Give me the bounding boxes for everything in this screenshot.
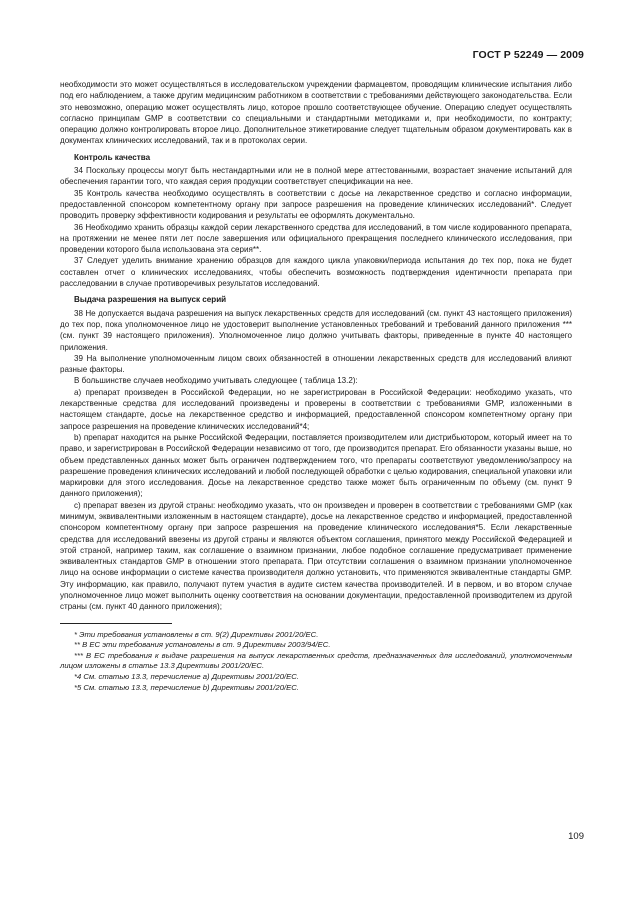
paragraph-continuation: необходимости это может осуществляться в исследовательском учреждении фармацевтом, проводящим клинические испытания либо под его наблюдением, а также другим медицинским работником в соответствии с требованиями действующего законодательства. Если это невозможно, операцию может осуществлять лицо, которое прошло соответствующее обучение. Операцию следует осуществлять согласно принципам GMP в соответствии со специальными и стандартными методиками и, при необходимости, по контракту; операцию должно контролировать второе лицо. Дополнительное этикетирование следует тщательным образом документировать как в документах клинических исследований, так и в протоколах серии. [60,80,572,146]
footnote-2: ** В ЕС эти требования установлены в ст. 9 Директивы 2003/94/ЕС. [74,640,331,650]
footnote-4: *4 См. статью 13.3, перечисление а) Директивы 2001/20/ЕС. [74,672,299,682]
standard-code-header: ГОСТ Р 52249 — 2009 [472,49,584,61]
footnote-1: * Эти требования установлены в ст. 9(2) Директивы 2001/20/ЕС. [74,629,319,639]
paragraph-39: 39 На выполнение уполномоченным лицом своих обязанностей в отношении лекарственных средств для исследований влияют разные факторы. [60,353,572,375]
paragraph-38: 38 Не допускается выдача разрешения на выпуск лекарственных средств для исследований (см. пункт 43 настоящего приложения) до тех пор, пока уполномоченное лицо не удостоверит выполнение установленных требований и требований данного приложения *** (см. пункт 39 настоящего приложения). Уполномоченное лицо должно учитывать факторы, приведенные в пункте 40 настоящего приложения. [60,308,572,352]
page-body [60,79,572,693]
page-number: 109 [568,831,584,842]
list-item-c: с) препарат ввезен из другой страны: необходимо указать, что он произведен и проверен в соответствии с требованиями GMP (как минимум, эквивалентными изложенным в настоящем стандарте), досье на лекарственное средство и информацией, предоставленной спонсором компетентному органу при запросе разрешения на проведение клинического исследования*5. Если лекарственные средства для исследований ввезены из другой страны и являются объектом соглашения, принятого между Российской Федерацией и этой страной, например таким, как соглашение о взаимном признании, любое подобное соглашение предусматривает применение эквивалентных стандартов GMP в отношении этого препарата. При отсутствии соглашения о взаимном признании уполномоченное лицо на основе информации о системе качества производителя должно установить, что применяются эквивалентные стандарты GMP. Эту информацию, как правило, получают путем участия в аудите систем качества производителей. И в первом, и во втором случае уполномоченное лицо может выполнить оценку соответствия на основании документации, предоставленной производителем из другой страны (см. пункт 40 данного приложения); [60,500,572,612]
footnote-3: *** В ЕС требования к выдаче разрешения на выпуск лекарственных средств, предназначенных для исследований, уполномоченным лицом изложены в статье 13.3 Директивы 2001/20/ЕС. [60,650,572,671]
section-heading-quality-control: Контроль качества [74,152,151,162]
paragraph-37: 37 Следует уделить внимание хранению образцов для каждого цикла упаковки/периода испытания до тех пор, пока не будет составлен отчет о клинических исследованиях, чтобы обеспечить возможность подтверждения идентичности препарата при расследовании в случае противоречивых результатов исследований. [60,256,572,289]
paragraph-35: 35 Контроль качества необходимо осуществлять в соответствии с досье на лекарственное средство и согласно информации, предоставленной спонсором компетентному органу при запросе разрешения на проведение клинических исследований*. Следует проводить проверку эффективности кодирования и результаты ее оформлять документально. [60,188,572,221]
footnote-divider [60,623,172,624]
section-heading-batch-release: Выдача разрешения на выпуск серий [74,295,227,305]
footnote-5: *5 См. статью 13.3, перечисление b) Директивы 2001/20/ЕС. [74,682,299,692]
paragraph-36: 36 Необходимо хранить образцы каждой серии лекарственного средства для исследований, в том числе кодированного препарата, на протяжении не менее пяти лет после завершения или официального прекращения последнего клинического исследования, при проведении которого была использована эта серия**. [60,222,572,255]
list-item-b: b) препарат находится на рынке Российской Федерации, поставляется производителем или дистрибьютором, который имеет на то право, и зарегистрирован в Российской Федерации независимо от того, где производится препарат. Его обязанности указаны выше, но объем представленных данных может быть ограничен подтверждением того, что препараты соответствуют уведомлению/запросу на разрешение проведения клинических исследований и любой последующей обработки с целью кодирования, специальной упаковки или маркировки для этого исследования. Досье на лекарственное средство также может быть ограниченным по объему (см. пункт 9 данного приложения); [60,432,572,499]
paragraph-34: 34 Поскольку процессы могут быть нестандартными или не в полной мере аттестованными, возрастает значение испытаний для обеспечения гарантии того, что каждая серия продукции соответствует спецификации на нее. [60,166,572,187]
paragraph-39-list-intro: В большинстве случаев необходимо учитывать следующее ( таблица 13.2): [74,376,358,386]
list-item-a: а) препарат произведен в Российской Федерации, но не зарегистрирован в Российской Федерации: необходимо указать, что лекарственные средства для исследований произведены и проверены в соответствии с требованиями GMP, изложенными в настоящем стандарте, досье на лекарственное средство и информацией, предоставленной спонсором компетентному органу при запросе разрешения на проведение клинических исследований*4; [60,387,572,431]
